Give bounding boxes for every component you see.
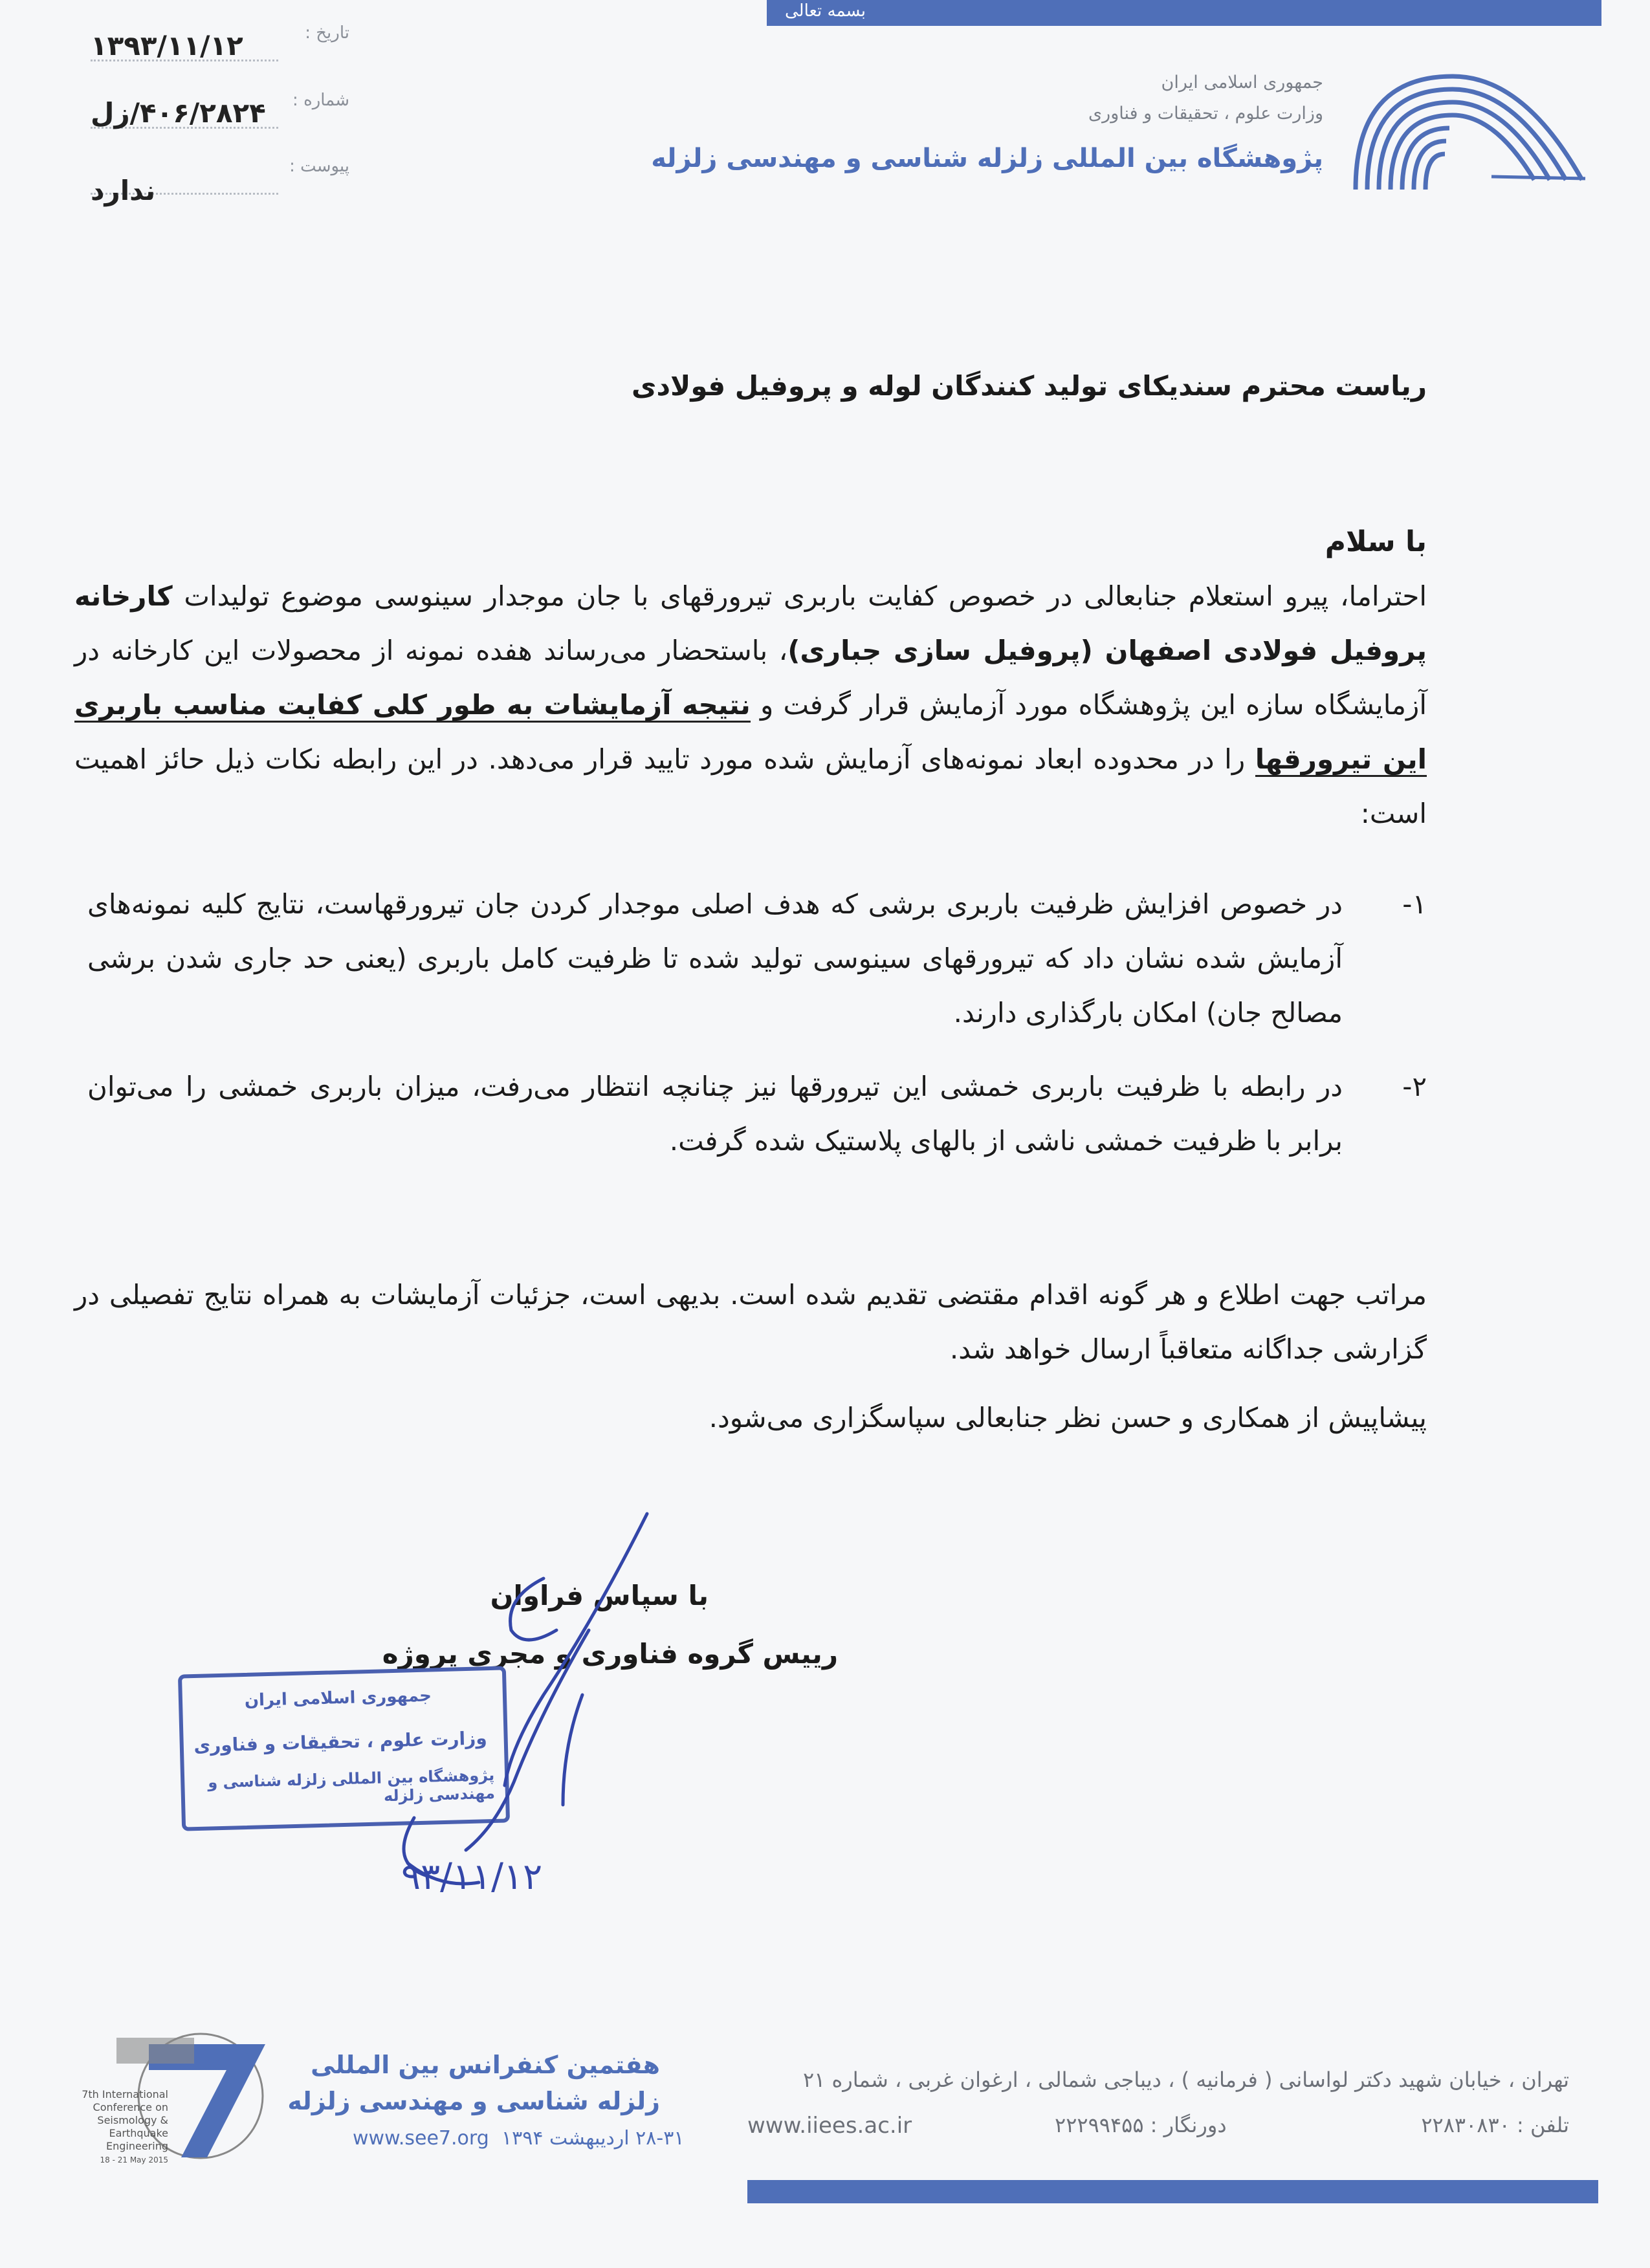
attachment-label: پیوست : bbox=[289, 157, 349, 176]
header-ministry: وزارت علوم ، تحقیقات و فناوری bbox=[1088, 104, 1323, 124]
footer-website[interactable]: www.iiees.ac.ir bbox=[747, 2113, 912, 2139]
date-field bbox=[52, 23, 349, 69]
handwritten-date: ۹۳/۱۱/۱۲ bbox=[401, 1856, 543, 1898]
recipient-line: ریاست محترم سندیکای تولید کنندگان لوله و پروفیل فولادی bbox=[632, 370, 1427, 402]
signer-title: رییس گروه فناوری و مجری پروژه bbox=[382, 1638, 838, 1670]
greeting: با سلام bbox=[1325, 525, 1427, 558]
conference-title-1: هفتمین کنفرانس بین المللی bbox=[311, 2051, 660, 2079]
number-value: ۴۰۶/۲۸۲۴/زل bbox=[91, 97, 266, 129]
stamp-line-2: وزارت علوم ، تحقیقات و فناوری bbox=[193, 1727, 488, 1757]
list-item-number: ۲- bbox=[1402, 1071, 1427, 1102]
footer-bar bbox=[747, 2180, 1598, 2203]
number-field bbox=[52, 91, 349, 136]
closing-paragraph: مراتب جهت اطلاع و هر گونه اقدام مقتضی تقدیم شده است. بدیهی است، جزئیات آزمایشات به همراه نتایج تفصیلی در گزارشی جداگانه متعاقباً ارسال خواهد شد. bbox=[74, 1279, 1427, 1365]
footer-fax: دورنگار : ۲۲۲۹۹۴۵۵ bbox=[1055, 2113, 1227, 2137]
top-banner bbox=[767, 0, 1601, 26]
handwritten-signature bbox=[349, 1501, 686, 1915]
header-institute: پژوهشگاه بین المللی زلزله شناسی و مهندسی زلزله bbox=[651, 144, 1323, 173]
top-banner-text: بسمه تعالی bbox=[785, 1, 866, 21]
conference-dates: ۲۸-۳۱ اردیبهشت ۱۳۹۴ bbox=[501, 2127, 685, 2150]
number-label: شماره : bbox=[292, 91, 349, 110]
signoff: با سپاس فراوان bbox=[490, 1580, 709, 1611]
stamp-line-3: پژوهشگاه بین المللی زلزله شناسی و مهندسی زلزله bbox=[207, 1765, 496, 1805]
list-item-number: ۱- bbox=[1402, 888, 1427, 920]
institute-logo-icon bbox=[1343, 63, 1589, 193]
stamp-line-1: جمهوری اسلامی ایران bbox=[244, 1686, 432, 1710]
conference-logo-text: 7th International Conference on Seismology & Earthquake Engineering 18 - 21 May 2015 bbox=[82, 2088, 168, 2164]
date-label: تاریخ : bbox=[305, 23, 349, 43]
main-paragraph: احتراما، پیرو استعلام جنابعالی در خصوص کفایت باربری تیرورقهای با جان موجدار سینوسی موضوع تولیدات کارخانه پروفیل فولادی اصفهان (پروفیل سازی جباری)، باستحضار می‌رساند هفده نمونه از محصولات این کارخانه در آزمایشگاه سازه این پژوهشگاه مورد آزمایش قرار گرفت و نتیجه آزمایشات به طور کلی کفایت مناسب باربری این تیرورقها را در محدوده ابعاد نمونه‌های آزمایش شده مورد تایید قرار می‌دهد. در این رابطه نکات ذیل حائز اهمیت است: bbox=[74, 580, 1427, 829]
result-highlight: نتیجه آزمایشات به طور کلی کفایت مناسب باربری این تیرورقها bbox=[74, 689, 1427, 777]
thanks-line: پیشاپیش از همکاری و حسن نظر جنابعالی سپاسگزاری می‌شود. bbox=[709, 1402, 1427, 1434]
conference-website[interactable]: www.see7.org bbox=[353, 2127, 489, 2150]
attachment-field bbox=[52, 157, 349, 206]
footer-address: تهران ، خیابان شهید دکتر لواسانی ( فرمانیه ) ، دیباجی شمالی ، ارغوان غربی ، شماره ۲۱ bbox=[802, 2067, 1569, 2092]
company-name: کارخانه پروفیل فولادی اصفهان (پروفیل سازی جباری) bbox=[74, 580, 1427, 666]
header-country: جمهوری اسلامی ایران bbox=[1161, 72, 1323, 93]
conference-title-2: زلزله شناسی و مهندسی زلزله bbox=[287, 2087, 660, 2115]
date-value: ۱۳۹۳/۱۱/۱۲ bbox=[91, 30, 243, 61]
list-item-text: در رابطه با ظرفیت باربری خمشی این تیرورقها نیز چنانچه انتظار می‌رفت، میزان باربری خمشی را می‌توان برابر با ظرفیت خمشی ناشی از بالهای پلاستیک شده گرفت. bbox=[87, 1071, 1343, 1157]
list-item bbox=[87, 1060, 1427, 1176]
attachment-value: ندارد bbox=[91, 175, 156, 206]
footer-tel: تلفن : ۲۲۸۳۰۸۳۰ bbox=[1421, 2113, 1569, 2137]
list-item-text: در خصوص افزایش ظرفیت باربری برشی که هدف اصلی موجدار کردن جان تیرورقهاست، نتایج کلیه نمونه‌های آزمایش شده نشان داد که تیرورقهای سینوسی تولید شده تا ظرفیت کامل باربری (یعنی حد جاری شدن برشی مصالح جان) امکان بارگذاری دارند. bbox=[87, 888, 1343, 1029]
list-item bbox=[87, 877, 1427, 1045]
